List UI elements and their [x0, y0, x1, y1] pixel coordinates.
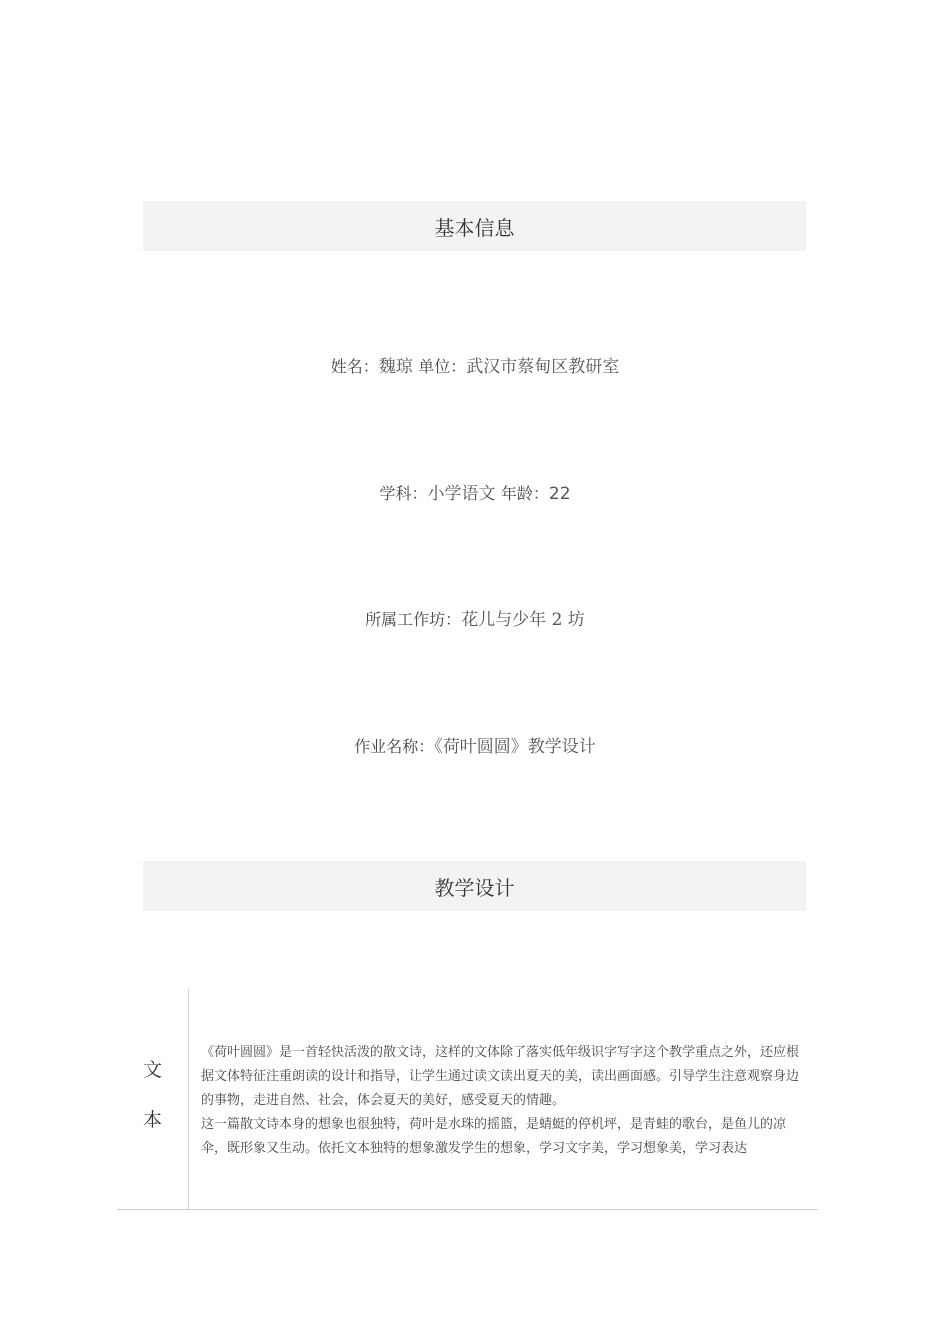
unit-value: 武汉市蔡甸区教研室	[466, 357, 620, 377]
homework-label: 作业名称：	[354, 737, 435, 756]
row-label-char: 文	[142, 1059, 162, 1081]
table-divider	[188, 989, 189, 1209]
name-unit-line	[0, 355, 950, 379]
unit-label: 单位：	[418, 357, 467, 376]
section-header-basic-info	[143, 201, 806, 251]
section-title: 基本信息	[434, 215, 515, 240]
subject-label: 学科：	[379, 484, 428, 503]
section-header-teaching-design	[143, 861, 806, 911]
content-paragraph: 《荷叶圆圆》是一首轻快活泼的散文诗，这样的文体除了落实低年级识字写字这个教学重点之外，还应根据文体特征注重朗读的设计和指导，让学生通过读文读出夏天的美，读出画面感。引导学生注意观察身边的事物，走进自然、社会，体会夏天的美好，感受夏天的情趣。	[201, 1045, 800, 1108]
subject-value: 小学语文	[427, 484, 496, 504]
workshop-line	[0, 608, 950, 632]
name-value: 魏琼	[378, 357, 413, 377]
homework-value: 《荷叶圆圆》教学设计	[434, 737, 596, 757]
content-paragraph: 这一篇散文诗本身的想象也很独特，荷叶是水珠的摇篮，是蜻蜓的停机坪，是青蛙的歌台，是鱼儿的凉伞，既形象又生动。依托文本独特的想象激发学生的想象，学习文字美，学习想象美，学习表达	[201, 1117, 787, 1156]
age-label: 年龄：	[500, 484, 549, 503]
row-content	[201, 1041, 811, 1161]
section-title: 教学设计	[434, 875, 515, 900]
homework-line	[0, 735, 950, 759]
row-label-char: 本	[142, 1109, 162, 1131]
age-value: 22	[548, 484, 571, 504]
row-label	[117, 1045, 188, 1145]
workshop-value: 花儿与少年 2 坊	[461, 610, 585, 630]
name-label: 姓名：	[330, 357, 379, 376]
text-table	[117, 989, 818, 1210]
subject-age-line	[0, 482, 950, 506]
workshop-label: 所属工作坊：	[365, 610, 462, 629]
